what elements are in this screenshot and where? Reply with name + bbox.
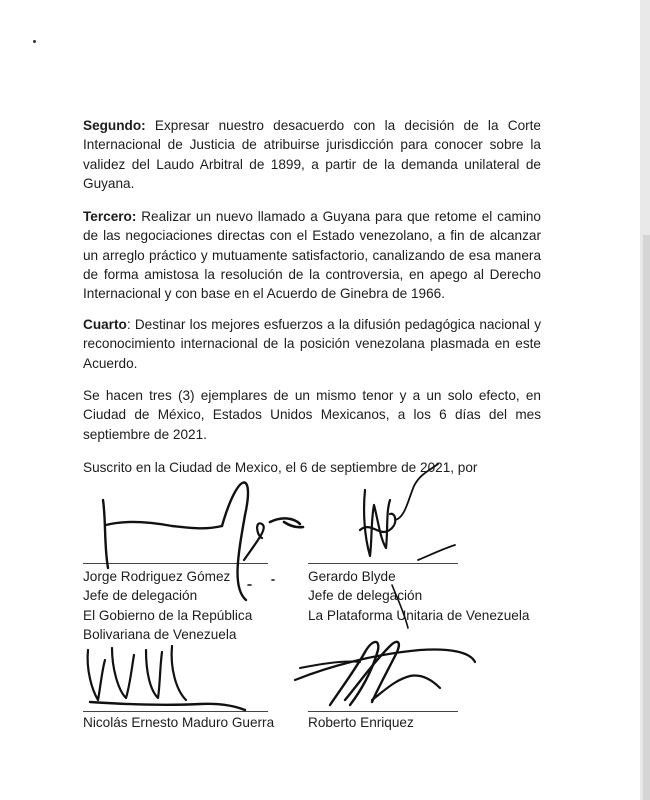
signature-enriquez — [295, 642, 475, 705]
signature-line — [83, 711, 268, 712]
signatory-name: Roberto Enriquez — [308, 715, 414, 730]
signature-maduro-guerra — [88, 646, 245, 710]
signature-line — [308, 711, 458, 712]
page-edge-shadow — [643, 235, 650, 800]
signatory-entity: El Gobierno de la República — [83, 607, 253, 623]
paragraph-text: Realizar un nuevo llamado a Guyana para que retome el camino de las negociaciones directas con el Estado venezolano, a fin de alcanzar un arreglo práctico y mutuamente satisfactorio, canalizando de esa manera de forma amistosa la resolución de la controversia, en apego al Derecho Internacional y con base en el Acuerdo de Ginebra de 1966. — [83, 209, 541, 302]
signatory-role: Jefe de delegación — [308, 588, 423, 604]
signature-line — [308, 563, 458, 564]
signatory-blyde — [308, 567, 529, 625]
signatory-role: Jefe de delegación — [83, 588, 198, 604]
stray-mark — [33, 40, 36, 43]
paragraph-label: Segundo: — [83, 118, 146, 133]
paragraph-label: Tercero: — [83, 209, 137, 224]
signatory-maduro-guerra — [83, 713, 274, 732]
paragraph-cuarto — [83, 315, 541, 373]
signatory-entity: La Plataforma Unitaria de Venezuela — [308, 607, 530, 623]
paragraph-ejemplares — [83, 386, 541, 444]
signatory-name: Nicolás Ernesto Maduro Guerra — [83, 715, 275, 730]
signatory-name: Gerardo Blyde — [308, 569, 396, 584]
signature-line — [83, 563, 268, 564]
paragraph-suscrito — [83, 458, 541, 477]
signatory-rodriguez — [83, 567, 252, 644]
signatory-enriquez — [308, 713, 414, 732]
paragraph-text: Se hacen tres (3) ejemplares de un mismo tenor y a un solo efecto, en Ciudad de México, Estados Unidos Mexicanos, a los 6 días del mes septiembre de 2021. — [83, 388, 541, 442]
paragraph-label: Cuarto — [83, 317, 127, 332]
paragraph-segundo — [83, 116, 541, 193]
signatory-name: Jorge Rodriguez Gómez — [83, 569, 231, 584]
paragraph-text: Suscrito en la Ciudad de Mexico, el 6 de septiembre de 2021, por — [83, 460, 478, 475]
paragraph-text: : Destinar los mejores esfuerzos a la difusión pedagógica nacional y reconocimiento internacional de la posición venezolana plasmada en este Acuerdo. — [83, 317, 541, 371]
paragraph-text: Expresar nuestro desacuerdo con la decisión de la Corte Internacional de Justicia de atribuirse jurisdicción para conocer sobre la validez del Laudo Arbitral de 1899, a partir de la demanda unilateral de Guyana. — [83, 118, 541, 191]
paragraph-tercero — [83, 207, 541, 303]
signatory-entity: Bolivariana de Venezuela — [83, 626, 237, 642]
